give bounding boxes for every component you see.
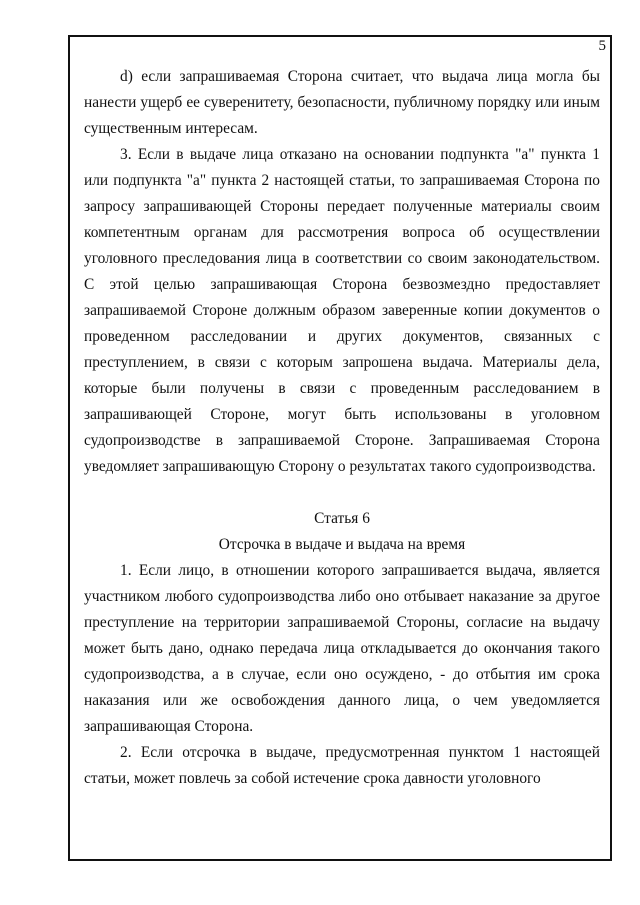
paragraph-article6-point-1: 1. Если лицо, в отношении которого запрашивается выдача, является участником любого судопроизводства либо оно отбывает наказание за другое преступление на территории запрашиваемой Стороны, согласие на выдачу может быть дано, однако передача лица откладывается до окончания такого судопроизводства, а в случае, если оно осуждено, - до отбытия им срока наказания или же освобождения данного лица, о чем уведомляется запрашивающая Сторона. — [84, 562, 600, 735]
section-spacer — [84, 480, 600, 506]
paragraph-subpoint-d: d) если запрашиваемая Сторона считает, что выдача лица могла бы нанести ущерб ее суверенитету, безопасности, публичному порядку или иным существенным интересам. — [84, 68, 600, 137]
document-body — [84, 64, 600, 792]
paragraph-article6-point-2: 2. Если отсрочка в выдаче, предусмотренная пунктом 1 настоящей статьи, может повлечь за собой истечение срока давности уголовного — [84, 744, 600, 787]
page-number: 5 — [598, 38, 606, 54]
paragraph-point-3: 3. Если в выдаче лица отказано на основании подпункта "а" пункта 1 или подпункта "а" пункта 2 настоящей статьи, то запрашиваемая Сторона по запросу запрашивающей Стороны передает полученные материалы своим компетентным органам для рассмотрения вопроса об осуществлении уголовного преследования лица в соответствии со своим законодательством. С этой целью запрашивающая Сторона безвозмездно предоставляет запрашиваемой Стороне должным образом заверенные копии документов о проведенном расследовании и других документов, связанных с преступлением, в связи с которым запрошена выдача. Материалы дела, которые были получены в связи с проведенным расследованием в запрашивающей Стороне, могут быть использованы в уголовном судопроизводстве в запрашиваемой Стороне. Запрашиваемая Сторона уведомляет запрашивающую Сторону о результатах такого судопроизводства. — [84, 146, 600, 475]
article-label: Статья 6 — [314, 510, 370, 527]
article-title: Отсрочка в выдаче и выдача на время — [218, 536, 466, 553]
